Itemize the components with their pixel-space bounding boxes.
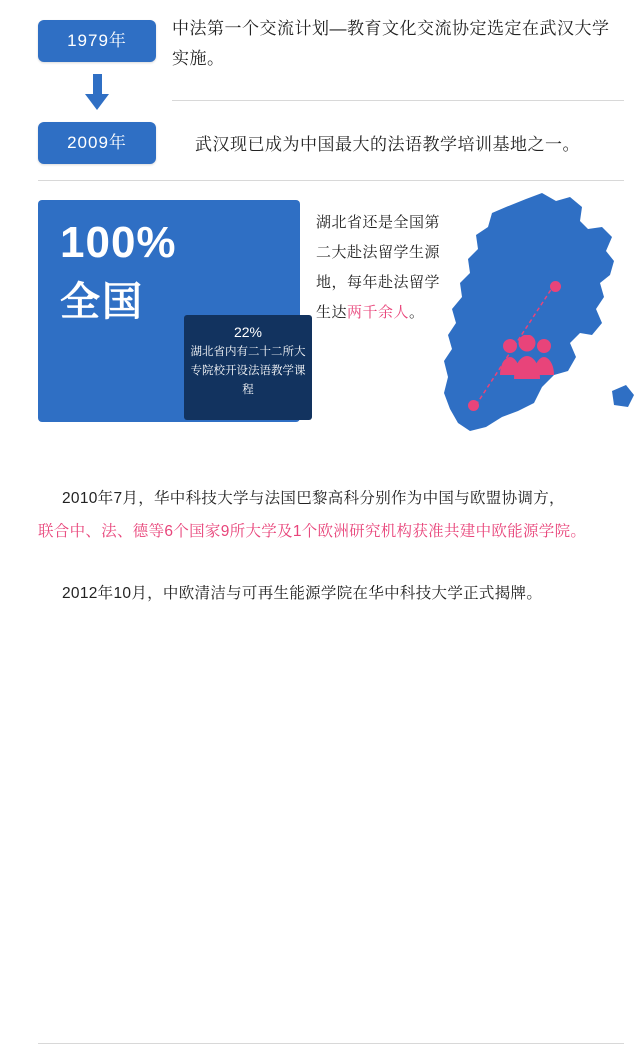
timeline-section xyxy=(0,0,640,180)
bottom-paragraph-1: 2010年7月，华中科技大学与法国巴黎高科分别作为中国与欧盟协调方， xyxy=(62,490,565,507)
stat-inner-description: 湖北省内有二十二所大专院校开设法语教学课程 xyxy=(190,346,306,396)
divider-top xyxy=(172,100,624,101)
timeline-year-badge-2009: 2009年 xyxy=(38,122,156,164)
middle-description-line-3: 地，每年赴法留学 xyxy=(316,274,441,291)
stat-label: 全国 xyxy=(60,280,144,324)
stat-inner-percent: 22% xyxy=(233,324,263,340)
france-map xyxy=(430,185,640,445)
bottom-section xyxy=(0,475,640,633)
timeline-text-2009: 武汉现已成为中国最大的法语教学培训基地之一。 xyxy=(195,135,580,154)
middle-description-highlight: 两千余人 xyxy=(347,304,410,321)
stat-inner-card xyxy=(184,315,312,420)
divider-middle xyxy=(38,180,624,181)
middle-description-line-1: 湖北省还是全国第 xyxy=(316,214,441,231)
bottom-paragraph-3: 2012年10月，中欧清洁与可再生能源学院在华中科技大学正式揭牌。 xyxy=(62,585,543,602)
map-connector-line xyxy=(430,185,640,445)
middle-description-prefix: 生达 xyxy=(316,304,348,321)
statistics-section xyxy=(0,190,640,470)
timeline-text-1979: 中法第一个交流计划—教育文化交流协定选定在武汉大学实施。 xyxy=(172,19,610,68)
bottom-paragraph-2: 联合中、法、德等6个国家9所大学及1个欧洲研究机构获准共建中欧能源学院。 xyxy=(38,523,587,540)
arrow-down-icon xyxy=(82,74,112,114)
middle-description-line-2: 二大赴法留学生源 xyxy=(316,244,441,261)
stat-percent: 100% xyxy=(60,218,177,267)
middle-description-suffix: 。 xyxy=(409,304,425,321)
timeline-year-badge-1979: 1979年 xyxy=(38,20,156,62)
